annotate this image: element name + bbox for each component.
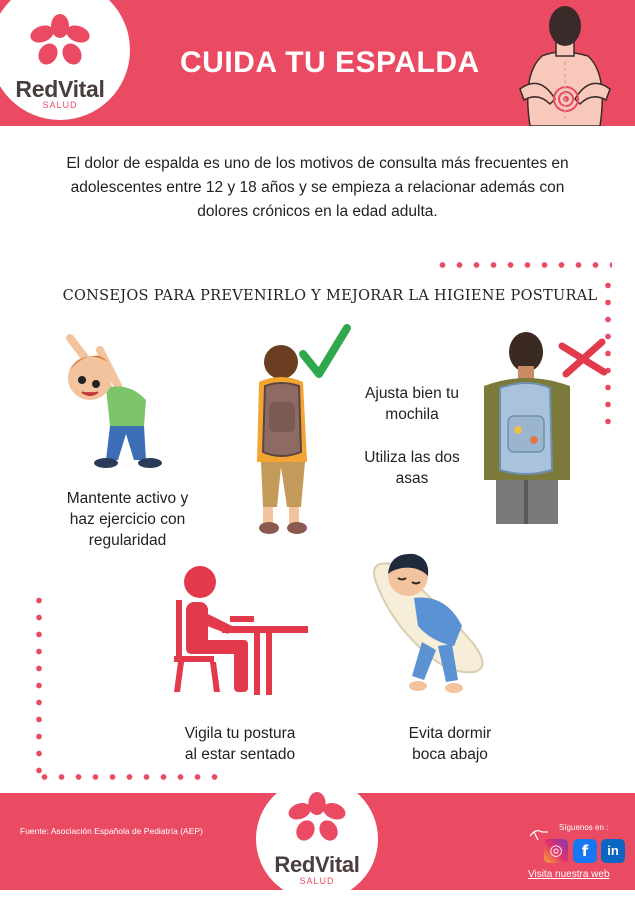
tip-exercise-line2: haz ejercicio con xyxy=(69,511,186,528)
tip-exercise-line3: regularidad xyxy=(88,532,167,549)
tip-posture-caption xyxy=(160,723,320,765)
check-mark-icon xyxy=(299,324,351,382)
intro-paragraph: El dolor de espalda es uno de los motivos de consulta más frecuentes en adolescentes entre 12 y 18 años y se empieza a relacionar además con dolores crónicos en la edad adulta. xyxy=(66,155,569,220)
tip-sleep-line2: boca abajo xyxy=(412,746,488,763)
footer-logo-badge xyxy=(256,778,378,900)
tip-backpack-line2: mochila xyxy=(385,406,439,423)
website-link[interactable]: Visita nuestra web xyxy=(528,869,610,880)
tip-posture-line2: al estar sentado xyxy=(184,746,296,763)
page-title: CUIDA TU ESPALDA xyxy=(180,46,480,79)
tip-straps-line2: asas xyxy=(395,470,429,487)
instagram-icon[interactable]: ◎ xyxy=(544,839,568,863)
footer-logo-name: RedVital xyxy=(274,852,360,877)
redvital-flower-icon xyxy=(28,14,92,66)
facebook-icon[interactable]: f xyxy=(573,839,597,863)
source-credit: Fuente: Asociación Española de Pediatría (AEP) xyxy=(20,826,203,836)
sitting-posture-icon xyxy=(170,560,310,700)
footer-logo-sub: SALUD xyxy=(299,876,335,886)
tips-title: CONSEJOS PARA PREVENIRLO Y MEJORAR LA HIGIENE POSTURAL xyxy=(62,288,598,304)
logo-name: RedVital xyxy=(15,76,105,102)
dotted-border-left xyxy=(36,592,42,776)
tip-sleep-caption xyxy=(390,723,510,765)
back-pain-illustration xyxy=(500,4,630,126)
linkedin-icon[interactable]: in xyxy=(601,839,625,863)
sleeping-kid-illustration xyxy=(362,546,492,701)
logo-badge xyxy=(0,0,130,120)
stretching-kid-illustration xyxy=(60,330,180,470)
tip-sleep-line1: Evita dormir xyxy=(408,725,492,742)
tip-exercise-line1: Mantente activo y xyxy=(66,490,189,507)
tip-straps-caption xyxy=(352,447,472,489)
tip-posture-line1: Vigila tu postura xyxy=(184,725,296,742)
logo-sub: SALUD xyxy=(42,100,78,110)
dotted-border-top xyxy=(434,262,612,268)
header-banner xyxy=(0,0,635,126)
tip-exercise-caption xyxy=(40,488,215,551)
tip-straps-line1: Utiliza las dos xyxy=(364,449,460,466)
tip-backpack-line1: Ajusta bien tu xyxy=(365,385,459,402)
redvital-flower-icon xyxy=(286,792,348,842)
tip-backpack-caption xyxy=(352,383,472,425)
follow-us-label: Síguenos en : xyxy=(559,823,609,832)
dotted-border-bottom xyxy=(36,774,226,780)
cross-mark-icon xyxy=(558,338,608,378)
